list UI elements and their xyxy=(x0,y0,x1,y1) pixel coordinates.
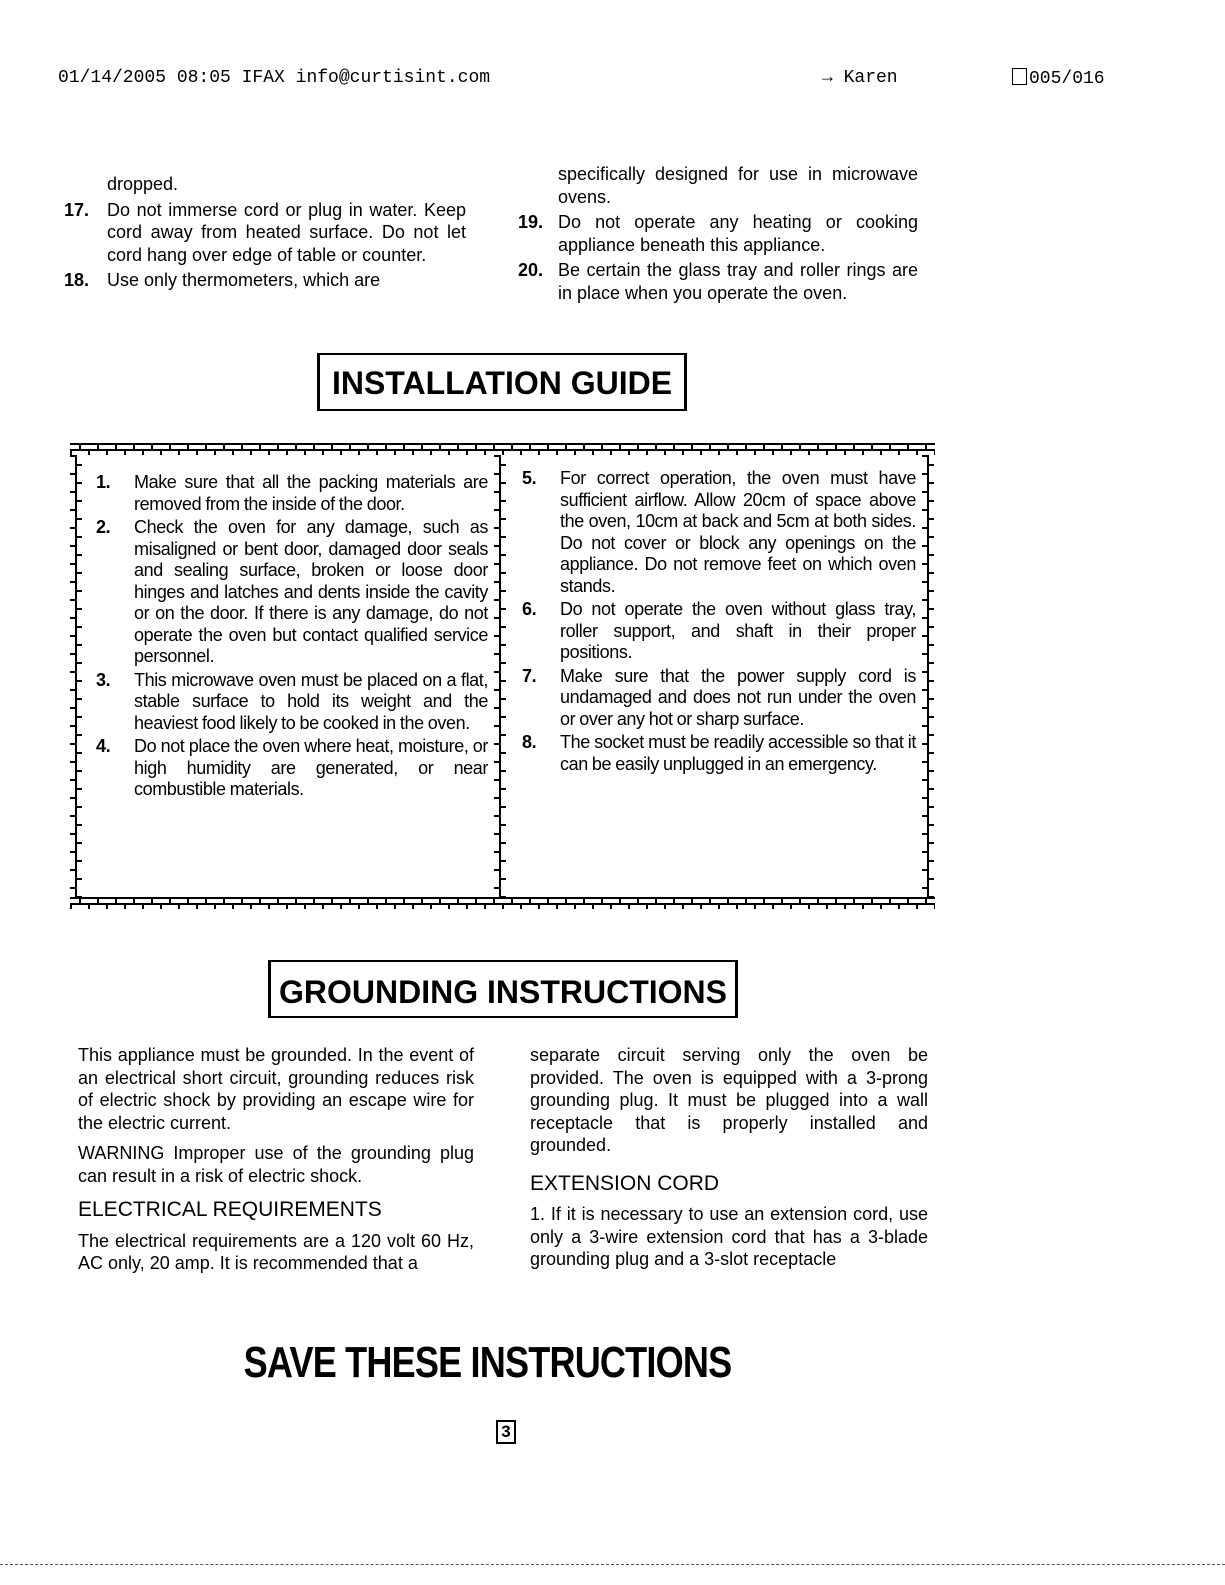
extension-cord-heading: EXTENSION CORD xyxy=(530,1171,720,1195)
item-text: Make sure that the power supply cord is undamaged and does not run under the oven or over any hot or sharp surface. xyxy=(560,665,916,729)
fax-page-count: 005/016 xyxy=(1012,68,1105,89)
electrical-requirements-text: The electrical requirements are a 120 volt 60 Hz, AC only, 20 amp. It is recommended that a xyxy=(78,1230,474,1273)
list-item xyxy=(64,173,466,196)
item-number xyxy=(518,163,558,208)
electrical-requirements-heading: ELECTRICAL REQUIREMENTS xyxy=(78,1198,382,1221)
item-text: Do not operate any heating or cooking appliance beneath this appliance. xyxy=(558,212,918,255)
item-number: 6. xyxy=(522,599,537,619)
list-item xyxy=(518,211,918,256)
item-number: 19. xyxy=(518,212,544,232)
list-item xyxy=(518,259,918,304)
item-number: 18. xyxy=(64,270,90,290)
grounding-left-column xyxy=(78,1044,474,1283)
item-text: Check the oven for any damage, such as misaligned or bent door, damaged door seals and sealing surface, broken or loose door hinges and latches and dents inside the cavity or on the door. If there is any damage, do not operate the oven but contact qualified service personnel. xyxy=(134,517,488,666)
list-item xyxy=(518,163,918,208)
page-bottom-edge xyxy=(0,1564,1225,1565)
safety-list-right xyxy=(518,163,918,307)
item-text: Make sure that all the packing materials are removed from the inside of the door. xyxy=(134,472,488,514)
item-number: 8. xyxy=(522,732,537,752)
installation-guide-title: INSTALLATION GUIDE xyxy=(317,353,687,411)
list-item xyxy=(96,517,488,668)
installation-list-right xyxy=(522,468,916,777)
fax-header-info: 01/14/2005 08:05 IFAX info@curtisint.com xyxy=(58,68,491,88)
item-text: The socket must be readily accessible so that it can be easily unplugged in an emergency. xyxy=(560,732,916,774)
item-text: Do not immerse cord or plug in water. Keep cord away from heated surface. Do not let cord hang over edge of table or counter. xyxy=(107,199,466,265)
item-text: Use only thermometers, which are xyxy=(107,270,381,290)
list-item xyxy=(522,468,916,597)
extension-cord-text: 1. If it is necessary to use an extension cord, use only a 3-wire extension cord that has a 3-blade grounding plug and a 3-slot receptacle xyxy=(530,1204,928,1269)
save-instructions-banner: SAVE THESE INSTRUCTIONS xyxy=(243,1338,732,1387)
item-number: 2. xyxy=(96,517,111,537)
item-text: Do not operate the oven without glass tray, roller support, and shaft in their proper positions. xyxy=(560,599,916,662)
item-number xyxy=(64,173,107,196)
list-item xyxy=(96,736,488,801)
installation-list-left xyxy=(96,472,488,803)
warning-paragraph: WARNING Improper use of the grounding plug can result in a risk of electric shock. xyxy=(78,1143,474,1186)
item-text: Be certain the glass tray and roller rings are in place when you operate the oven. xyxy=(558,260,918,303)
list-item xyxy=(64,199,466,267)
grounding-paragraph: This appliance must be grounded. In the event of an electrical short circuit, grounding reduces risk of electric shock by providing an escape wire for the electric current. xyxy=(78,1045,474,1133)
item-number: 20. xyxy=(518,260,544,280)
grounding-right-column xyxy=(530,1044,928,1279)
safety-list-left xyxy=(64,173,466,295)
item-number: 7. xyxy=(522,665,537,686)
item-text: specifically designed for use in microwave ovens. xyxy=(558,164,918,207)
item-text: Do not place the oven where heat, moisture, or high humidity are generated, or near combustible materials. xyxy=(134,736,488,799)
list-item xyxy=(96,472,488,515)
list-item xyxy=(522,599,916,664)
list-item xyxy=(522,666,916,731)
fax-recipient: → Karen xyxy=(822,68,898,88)
list-item xyxy=(522,732,916,775)
list-item xyxy=(64,269,466,292)
list-item xyxy=(96,670,488,735)
page-number: 3 xyxy=(496,1420,516,1444)
item-number: 4. xyxy=(96,736,111,756)
separate-circuit-text: separate circuit serving only the oven be provided. The oven is equipped with a 3-prong grounding plug. It must be plugged into a wall receptacle that is properly installed and grounded. xyxy=(530,1045,928,1155)
item-text: dropped. xyxy=(107,174,179,194)
item-number: 3. xyxy=(96,669,111,690)
item-number: 5. xyxy=(522,468,537,488)
item-text: This microwave oven must be placed on a flat, stable surface to hold its weight and the heaviest food likely to be cooked in the oven. xyxy=(134,669,488,733)
item-number: 17. xyxy=(64,199,90,220)
item-text: For correct operation, the oven must have sufficient airflow. Allow 20cm of space above the oven, 10cm at back and 5cm at both sides. Do not cover or block any openings on the appliance. Do not remove feet on which oven stands. xyxy=(560,468,916,596)
grounding-instructions-title: GROUNDING INSTRUCTIONS xyxy=(268,960,738,1018)
item-number: 1. xyxy=(96,472,111,492)
fax-icon xyxy=(1012,68,1027,85)
